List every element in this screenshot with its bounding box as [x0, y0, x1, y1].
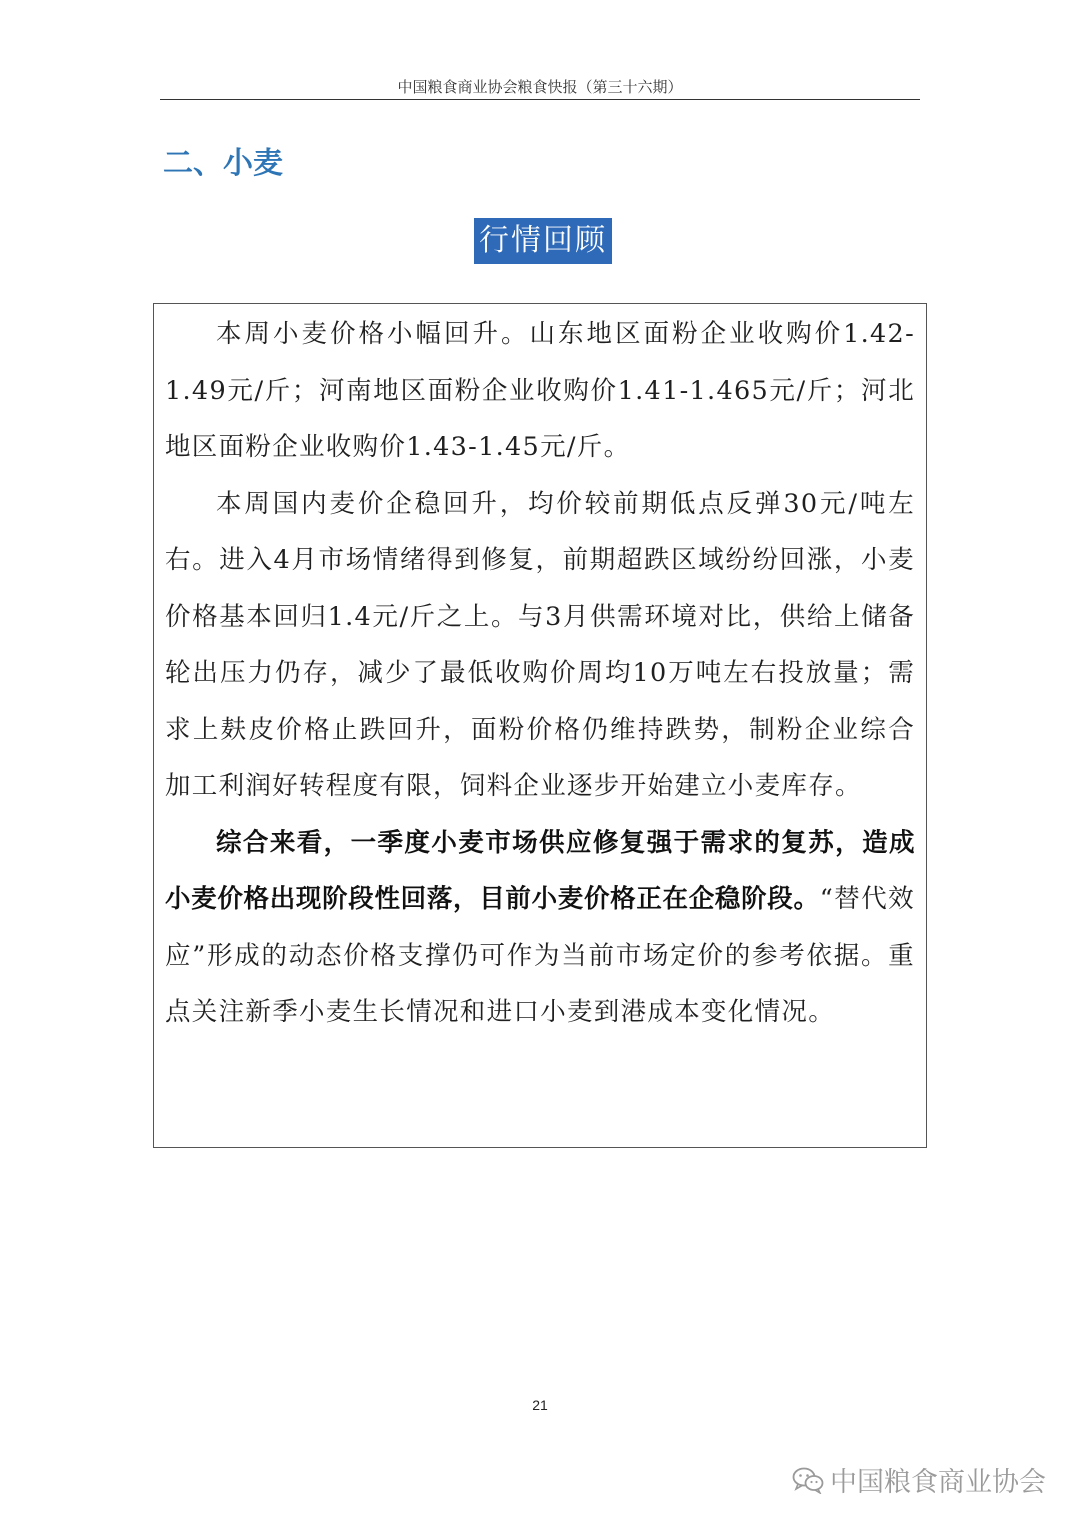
section-title: 二、小麦 [163, 146, 283, 181]
watermark-text: 中国粮食商业协会 [830, 1467, 1046, 1498]
header-divider [160, 99, 920, 100]
wechat-icon [792, 1466, 824, 1494]
market-review-badge: 行情回顾 [474, 218, 612, 264]
watermark [792, 1460, 1046, 1499]
paragraph-market-analysis: 本周国内麦价企稳回升，均价较前期低点反弹30元/吨左右。进入4月市场情绪得到修复，前期超跌区域纷纷回涨，小麦价格基本回归1.4元/斤之上。与3月供需环境对比，供给上储备轮出压力仍存，减少了最低收购价周均10万吨左右投放量；需求上麸皮价格止跌回升，面粉价格仍维持跌势，制粉企业综合加工利润好转程度有限，饲料企业逐步开始建立小麦库存。 [165, 488, 915, 801]
running-header: 中国粮食商业协会粮食快报（第三十六期） [397, 78, 683, 96]
page-number: 21 [532, 1397, 548, 1413]
paragraph-conclusion [165, 815, 915, 1041]
market-review-box [153, 303, 927, 1148]
conclusion-emphasis: 综合来看，一季度小麦市场供应修复强于需求的复苏，造成小麦价格出现阶段性回落，目前小麦价格正在企稳阶段。 [165, 827, 915, 914]
conclusion-text: “替代效应”形成的动态价格支撑仍可作为当前市场定价的参考依据。重点关注新季小麦生长情况和进口小麦到港成本变化情况。 [165, 884, 915, 1027]
paragraph-price-summary: 本周小麦价格小幅回升。山东地区面粉企业收购价1.42-1.49元/斤；河南地区面粉企业收购价1.41-1.465元/斤；河北地区面粉企业收购价1.43-1.45元/斤。 [165, 319, 915, 462]
